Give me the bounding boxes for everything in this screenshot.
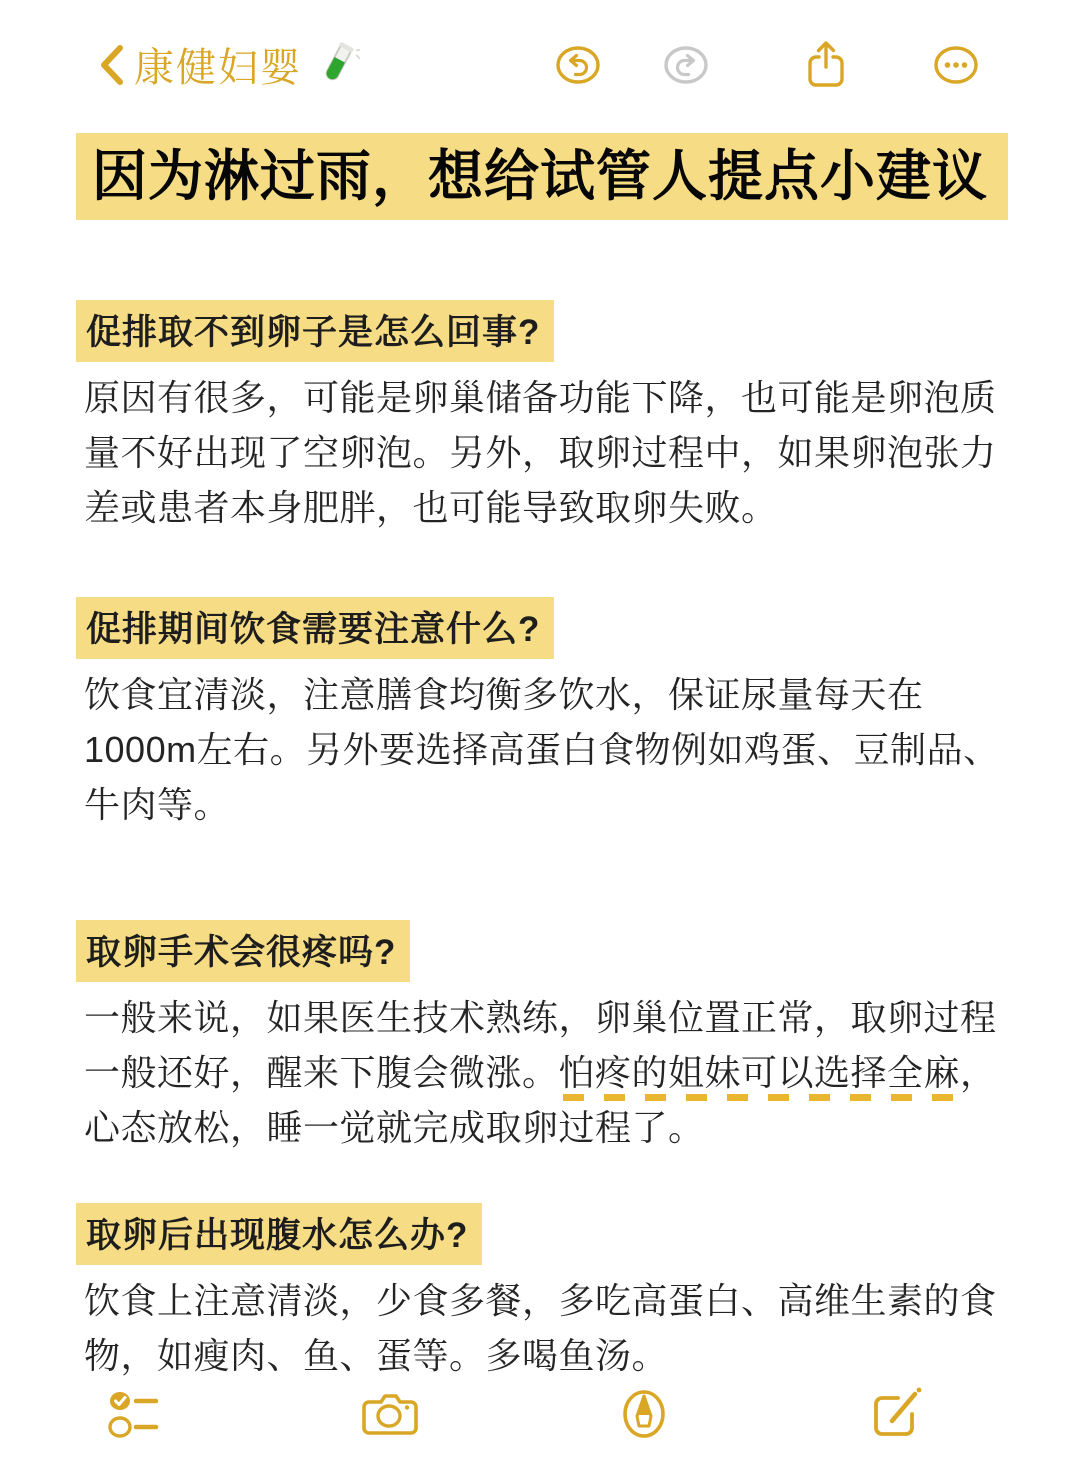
markup-icon[interactable] (613, 1383, 675, 1445)
more-icon[interactable] (928, 37, 984, 93)
qa-section (76, 597, 1020, 832)
answer-segment: 一般来说，如果医生技术熟练，卵巢位置正常，取卵过程一般还好，醒来下腹会微涨。 (84, 996, 997, 1093)
bottom-toolbar (0, 1383, 1080, 1463)
question-text: 促排期间饮食需要注意什么? (76, 597, 554, 659)
chevron-left-icon (98, 44, 124, 86)
checklist-icon[interactable] (106, 1383, 168, 1445)
question-text: 促排取不到卵子是怎么回事? (76, 300, 554, 362)
note-title: 因为淋过雨，想给试管人提点小建议 (76, 133, 1008, 220)
qa-section (76, 1203, 1020, 1383)
answer-underlined-segment: 怕疼的姐妹可以选择全麻 (559, 1052, 961, 1101)
back-button[interactable] (98, 36, 360, 93)
answer-text (76, 990, 1020, 1155)
nav-bar (0, 36, 1080, 93)
compose-icon[interactable] (866, 1383, 928, 1445)
test-tube-icon (314, 39, 360, 91)
share-icon[interactable] (798, 37, 854, 93)
qa-section (76, 920, 1020, 1155)
undo-icon[interactable] (550, 37, 606, 93)
answer-text: 饮食宜清淡，注意膳食均衡多饮水，保证尿量每天在1000m左右。另外要选择高蛋白食物例如鸡蛋、豆制品、牛肉等。 (84, 673, 1000, 825)
qa-section (76, 300, 1020, 535)
question-text: 取卵后出现腹水怎么办? (76, 1203, 482, 1265)
back-label: 康健妇婴 (134, 46, 302, 90)
redo-icon[interactable] (658, 37, 714, 93)
answer-segment: ，心态放松，睡一觉就完成取卵过程了。 (84, 1051, 997, 1148)
question-text: 取卵手术会很疼吗? (76, 920, 410, 982)
answer-text: 原因有很多，可能是卵巢储备功能下降，也可能是卵泡质量不好出现了空卵泡。另外，取卵过程中，如果卵泡张力差或患者本身肥胖，也可能导致取卵失败。 (84, 376, 997, 528)
nav-actions (550, 37, 984, 93)
answer-text: 饮食上注意清淡，少食多餐，多吃高蛋白、高维生素的食物，如瘦肉、鱼、蛋等。多喝鱼汤。 (84, 1279, 997, 1376)
note-content[interactable] (0, 93, 1080, 1383)
camera-icon[interactable] (359, 1383, 421, 1445)
